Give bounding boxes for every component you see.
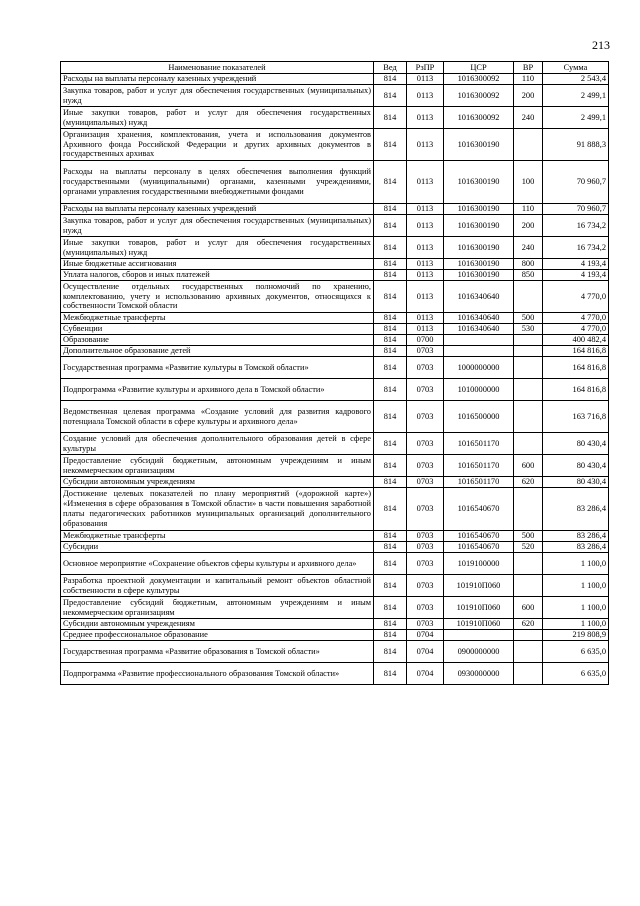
row-rzpr: 0703 bbox=[407, 455, 444, 477]
row-name: Осуществление отдельных государственных полномочий по хранению, комплектованию, учету и использованию архивных документов, относящихся к собственности Томской области bbox=[61, 281, 374, 313]
row-csr: 101910П060 bbox=[444, 575, 514, 597]
row-ved: 814 bbox=[374, 335, 407, 346]
row-vr: 240 bbox=[514, 107, 543, 129]
row-ved: 814 bbox=[374, 455, 407, 477]
row-ved: 814 bbox=[374, 630, 407, 641]
row-name: Ведомственная целевая программа «Создание условий для развития кадрового потенциала Томской области в сфере культуры и архивного дела» bbox=[61, 401, 374, 433]
table-row bbox=[61, 215, 609, 237]
row-rzpr: 0703 bbox=[407, 357, 444, 379]
row-vr: 600 bbox=[514, 455, 543, 477]
row-ved: 814 bbox=[374, 270, 407, 281]
row-csr: 1019100000 bbox=[444, 553, 514, 575]
row-csr bbox=[444, 630, 514, 641]
table-row bbox=[61, 204, 609, 215]
table-row bbox=[61, 542, 609, 553]
table-row bbox=[61, 553, 609, 575]
row-name: Закупка товаров, работ и услуг для обеспечения государственных (муниципальных) нужд bbox=[61, 85, 374, 107]
row-ved: 814 bbox=[374, 477, 407, 488]
row-sum: 4 193,4 bbox=[543, 259, 609, 270]
row-rzpr: 0703 bbox=[407, 401, 444, 433]
header-rzpr: РзПР bbox=[407, 62, 444, 74]
table-row bbox=[61, 346, 609, 357]
table-row bbox=[61, 531, 609, 542]
row-sum: 164 816,8 bbox=[543, 357, 609, 379]
row-sum: 83 286,4 bbox=[543, 531, 609, 542]
row-ved: 814 bbox=[374, 542, 407, 553]
row-name: Закупка товаров, работ и услуг для обеспечения государственных (муниципальных) нужд bbox=[61, 215, 374, 237]
row-name: Расходы на выплаты персоналу казенных учреждений bbox=[61, 204, 374, 215]
row-name: Иные закупки товаров, работ и услуг для обеспечения государственных (муниципальных) нужд bbox=[61, 107, 374, 129]
row-rzpr: 0703 bbox=[407, 619, 444, 630]
table-row bbox=[61, 575, 609, 597]
row-vr bbox=[514, 433, 543, 455]
row-ved: 814 bbox=[374, 401, 407, 433]
row-name: Субсидии автономным учреждениям bbox=[61, 477, 374, 488]
row-vr bbox=[514, 281, 543, 313]
row-ved: 814 bbox=[374, 531, 407, 542]
row-ved: 814 bbox=[374, 357, 407, 379]
row-csr: 1010000000 bbox=[444, 379, 514, 401]
row-ved: 814 bbox=[374, 313, 407, 324]
row-csr: 1016501170 bbox=[444, 477, 514, 488]
row-sum: 83 286,4 bbox=[543, 542, 609, 553]
row-vr: 850 bbox=[514, 270, 543, 281]
row-ved: 814 bbox=[374, 619, 407, 630]
row-name: Субвенции bbox=[61, 324, 374, 335]
row-csr: 1016300190 bbox=[444, 129, 514, 161]
row-csr: 1016300190 bbox=[444, 237, 514, 259]
budget-table bbox=[60, 61, 609, 685]
row-sum: 80 430,4 bbox=[543, 433, 609, 455]
table-row bbox=[61, 259, 609, 270]
row-name: Создание условий для обеспечения дополнительного образования детей в сфере культуры bbox=[61, 433, 374, 455]
table-row bbox=[61, 161, 609, 204]
row-sum: 1 100,0 bbox=[543, 597, 609, 619]
row-vr bbox=[514, 335, 543, 346]
row-sum: 1 100,0 bbox=[543, 575, 609, 597]
row-sum: 1 100,0 bbox=[543, 619, 609, 630]
row-ved: 814 bbox=[374, 641, 407, 663]
header-csr: ЦСР bbox=[444, 62, 514, 74]
row-csr: 1016540670 bbox=[444, 542, 514, 553]
row-vr: 500 bbox=[514, 531, 543, 542]
row-vr bbox=[514, 641, 543, 663]
table-row bbox=[61, 129, 609, 161]
row-vr bbox=[514, 346, 543, 357]
row-rzpr: 0113 bbox=[407, 324, 444, 335]
row-rzpr: 0113 bbox=[407, 107, 444, 129]
table-row bbox=[61, 630, 609, 641]
row-sum: 400 482,4 bbox=[543, 335, 609, 346]
row-rzpr: 0113 bbox=[407, 129, 444, 161]
row-ved: 814 bbox=[374, 237, 407, 259]
row-ved: 814 bbox=[374, 281, 407, 313]
row-name: Подпрограмма «Развитие профессионального образования Томской области» bbox=[61, 663, 374, 685]
row-csr: 1016300092 bbox=[444, 74, 514, 85]
row-rzpr: 0703 bbox=[407, 542, 444, 553]
row-vr: 500 bbox=[514, 313, 543, 324]
row-name: Межбюджетные трансферты bbox=[61, 313, 374, 324]
row-csr: 1016500000 bbox=[444, 401, 514, 433]
row-rzpr: 0113 bbox=[407, 313, 444, 324]
row-csr: 1016300190 bbox=[444, 259, 514, 270]
row-ved: 814 bbox=[374, 259, 407, 270]
row-name: Предоставление субсидий бюджетным, автономным учреждениям и иным некоммерческим организациям bbox=[61, 597, 374, 619]
table-row bbox=[61, 433, 609, 455]
row-name: Государственная программа «Развитие образования в Томской области» bbox=[61, 641, 374, 663]
row-vr: 600 bbox=[514, 597, 543, 619]
header-vr: ВР bbox=[514, 62, 543, 74]
row-rzpr: 0704 bbox=[407, 641, 444, 663]
table-row bbox=[61, 74, 609, 85]
row-csr: 101910П060 bbox=[444, 597, 514, 619]
table-row bbox=[61, 619, 609, 630]
row-csr: 1016300190 bbox=[444, 204, 514, 215]
row-name: Расходы на выплаты персоналу казенных учреждений bbox=[61, 74, 374, 85]
row-vr: 520 bbox=[514, 542, 543, 553]
row-csr: 1016501170 bbox=[444, 455, 514, 477]
row-ved: 814 bbox=[374, 107, 407, 129]
row-sum: 2 499,1 bbox=[543, 107, 609, 129]
row-csr: 1000000000 bbox=[444, 357, 514, 379]
row-rzpr: 0703 bbox=[407, 575, 444, 597]
row-sum: 70 960,7 bbox=[543, 204, 609, 215]
row-rzpr: 0113 bbox=[407, 74, 444, 85]
row-vr: 100 bbox=[514, 161, 543, 204]
row-sum: 6 635,0 bbox=[543, 663, 609, 685]
row-sum: 4 770,0 bbox=[543, 281, 609, 313]
row-sum: 2 499,1 bbox=[543, 85, 609, 107]
row-rzpr: 0703 bbox=[407, 488, 444, 531]
header-sum: Сумма bbox=[543, 62, 609, 74]
row-sum: 6 635,0 bbox=[543, 641, 609, 663]
row-name: Государственная программа «Развитие культуры в Томской области» bbox=[61, 357, 374, 379]
table-row bbox=[61, 477, 609, 488]
row-vr bbox=[514, 553, 543, 575]
row-vr bbox=[514, 575, 543, 597]
row-csr bbox=[444, 346, 514, 357]
row-name: Субсидии bbox=[61, 542, 374, 553]
row-csr: 1016540670 bbox=[444, 488, 514, 531]
row-name: Образование bbox=[61, 335, 374, 346]
row-sum: 4 770,0 bbox=[543, 313, 609, 324]
row-ved: 814 bbox=[374, 324, 407, 335]
row-rzpr: 0703 bbox=[407, 433, 444, 455]
row-rzpr: 0113 bbox=[407, 161, 444, 204]
row-csr bbox=[444, 335, 514, 346]
row-ved: 814 bbox=[374, 129, 407, 161]
row-ved: 814 bbox=[374, 346, 407, 357]
row-name: Организация хранения, комплектования, учета и использования документов Архивного фонда Российской Федерации и других архивных документов в государственных архивах bbox=[61, 129, 374, 161]
row-name: Межбюджетные трансферты bbox=[61, 531, 374, 542]
row-rzpr: 0113 bbox=[407, 85, 444, 107]
row-sum: 163 716,8 bbox=[543, 401, 609, 433]
row-sum: 80 430,4 bbox=[543, 477, 609, 488]
row-vr: 800 bbox=[514, 259, 543, 270]
row-sum: 70 960,7 bbox=[543, 161, 609, 204]
row-rzpr: 0700 bbox=[407, 335, 444, 346]
table-row bbox=[61, 85, 609, 107]
row-vr bbox=[514, 630, 543, 641]
row-ved: 814 bbox=[374, 161, 407, 204]
row-vr bbox=[514, 663, 543, 685]
row-sum: 164 816,8 bbox=[543, 379, 609, 401]
row-ved: 814 bbox=[374, 663, 407, 685]
table-row bbox=[61, 335, 609, 346]
row-vr: 530 bbox=[514, 324, 543, 335]
table-row bbox=[61, 641, 609, 663]
row-sum: 83 286,4 bbox=[543, 488, 609, 531]
table-row bbox=[61, 597, 609, 619]
table-row bbox=[61, 379, 609, 401]
row-rzpr: 0703 bbox=[407, 531, 444, 542]
row-vr: 200 bbox=[514, 85, 543, 107]
table-row bbox=[61, 357, 609, 379]
row-csr: 1016501170 bbox=[444, 433, 514, 455]
row-name: Основное мероприятие «Сохранение объектов сферы культуры и архивного дела» bbox=[61, 553, 374, 575]
row-rzpr: 0703 bbox=[407, 553, 444, 575]
table-row bbox=[61, 455, 609, 477]
row-name: Иные бюджетные ассигнования bbox=[61, 259, 374, 270]
row-vr: 620 bbox=[514, 619, 543, 630]
row-csr: 1016300092 bbox=[444, 107, 514, 129]
table-row bbox=[61, 107, 609, 129]
row-ved: 814 bbox=[374, 433, 407, 455]
row-ved: 814 bbox=[374, 575, 407, 597]
table-row bbox=[61, 663, 609, 685]
row-sum: 219 808,9 bbox=[543, 630, 609, 641]
row-name: Дополнительное образование детей bbox=[61, 346, 374, 357]
row-name: Подпрограмма «Развитие культуры и архивного дела в Томской области» bbox=[61, 379, 374, 401]
row-rzpr: 0703 bbox=[407, 379, 444, 401]
row-vr: 200 bbox=[514, 215, 543, 237]
row-name: Предоставление субсидий бюджетным, автономным учреждениям и иным некоммерческим организациям bbox=[61, 455, 374, 477]
row-csr: 0930000000 bbox=[444, 663, 514, 685]
row-name: Достижение целевых показателей по плану мероприятий («дорожной карте») «Изменения в сфере образования в Томской области» в части повышения заработной платы педагогических работников муниципальных организаций дополнительного образования bbox=[61, 488, 374, 531]
table-row bbox=[61, 270, 609, 281]
header-ved: Вед bbox=[374, 62, 407, 74]
row-csr: 101910П060 bbox=[444, 619, 514, 630]
row-vr bbox=[514, 379, 543, 401]
row-ved: 814 bbox=[374, 74, 407, 85]
row-ved: 814 bbox=[374, 215, 407, 237]
row-name: Субсидии автономным учреждениям bbox=[61, 619, 374, 630]
row-ved: 814 bbox=[374, 488, 407, 531]
table-row bbox=[61, 488, 609, 531]
row-sum: 1 100,0 bbox=[543, 553, 609, 575]
row-sum: 16 734,2 bbox=[543, 215, 609, 237]
row-csr: 1016300190 bbox=[444, 161, 514, 204]
table-header-row bbox=[61, 62, 609, 74]
row-ved: 814 bbox=[374, 553, 407, 575]
row-rzpr: 0704 bbox=[407, 663, 444, 685]
row-vr bbox=[514, 357, 543, 379]
row-rzpr: 0703 bbox=[407, 477, 444, 488]
row-vr bbox=[514, 401, 543, 433]
row-rzpr: 0704 bbox=[407, 630, 444, 641]
row-vr bbox=[514, 129, 543, 161]
row-ved: 814 bbox=[374, 85, 407, 107]
row-csr: 1016340640 bbox=[444, 281, 514, 313]
row-vr bbox=[514, 488, 543, 531]
row-name: Разработка проектной документации и капитальный ремонт объектов областной собственности в сфере культуры bbox=[61, 575, 374, 597]
row-rzpr: 0113 bbox=[407, 237, 444, 259]
row-name: Среднее профессиональное образование bbox=[61, 630, 374, 641]
row-csr: 1016300190 bbox=[444, 270, 514, 281]
row-name: Иные закупки товаров, работ и услуг для обеспечения государственных (муниципальных) нужд bbox=[61, 237, 374, 259]
row-csr: 1016300190 bbox=[444, 215, 514, 237]
row-sum: 164 816,8 bbox=[543, 346, 609, 357]
row-ved: 814 bbox=[374, 204, 407, 215]
row-name: Уплата налогов, сборов и иных платежей bbox=[61, 270, 374, 281]
row-csr: 0900000000 bbox=[444, 641, 514, 663]
table-row bbox=[61, 313, 609, 324]
row-rzpr: 0703 bbox=[407, 597, 444, 619]
row-rzpr: 0703 bbox=[407, 346, 444, 357]
row-csr: 1016300092 bbox=[444, 85, 514, 107]
table-row bbox=[61, 324, 609, 335]
row-sum: 91 888,3 bbox=[543, 129, 609, 161]
row-csr: 1016340640 bbox=[444, 324, 514, 335]
header-name: Наименование показателей bbox=[61, 62, 374, 74]
row-sum: 4 193,4 bbox=[543, 270, 609, 281]
row-sum: 4 770,0 bbox=[543, 324, 609, 335]
table-row bbox=[61, 401, 609, 433]
row-vr: 240 bbox=[514, 237, 543, 259]
page-number: 213 bbox=[592, 38, 610, 52]
table-row bbox=[61, 237, 609, 259]
row-ved: 814 bbox=[374, 379, 407, 401]
row-name: Расходы на выплаты персоналу в целях обеспечения выполнения функций государственными (муниципальными) органами, казенными учреждениями, органами управления государственными внебюджетными фондами bbox=[61, 161, 374, 204]
row-rzpr: 0113 bbox=[407, 259, 444, 270]
row-vr: 110 bbox=[514, 74, 543, 85]
row-sum: 80 430,4 bbox=[543, 455, 609, 477]
row-sum: 2 543,4 bbox=[543, 74, 609, 85]
row-sum: 16 734,2 bbox=[543, 237, 609, 259]
row-ved: 814 bbox=[374, 597, 407, 619]
row-csr: 1016540670 bbox=[444, 531, 514, 542]
row-vr: 110 bbox=[514, 204, 543, 215]
table-row bbox=[61, 281, 609, 313]
row-csr: 1016340640 bbox=[444, 313, 514, 324]
row-rzpr: 0113 bbox=[407, 270, 444, 281]
row-vr: 620 bbox=[514, 477, 543, 488]
row-rzpr: 0113 bbox=[407, 215, 444, 237]
row-rzpr: 0113 bbox=[407, 281, 444, 313]
row-rzpr: 0113 bbox=[407, 204, 444, 215]
